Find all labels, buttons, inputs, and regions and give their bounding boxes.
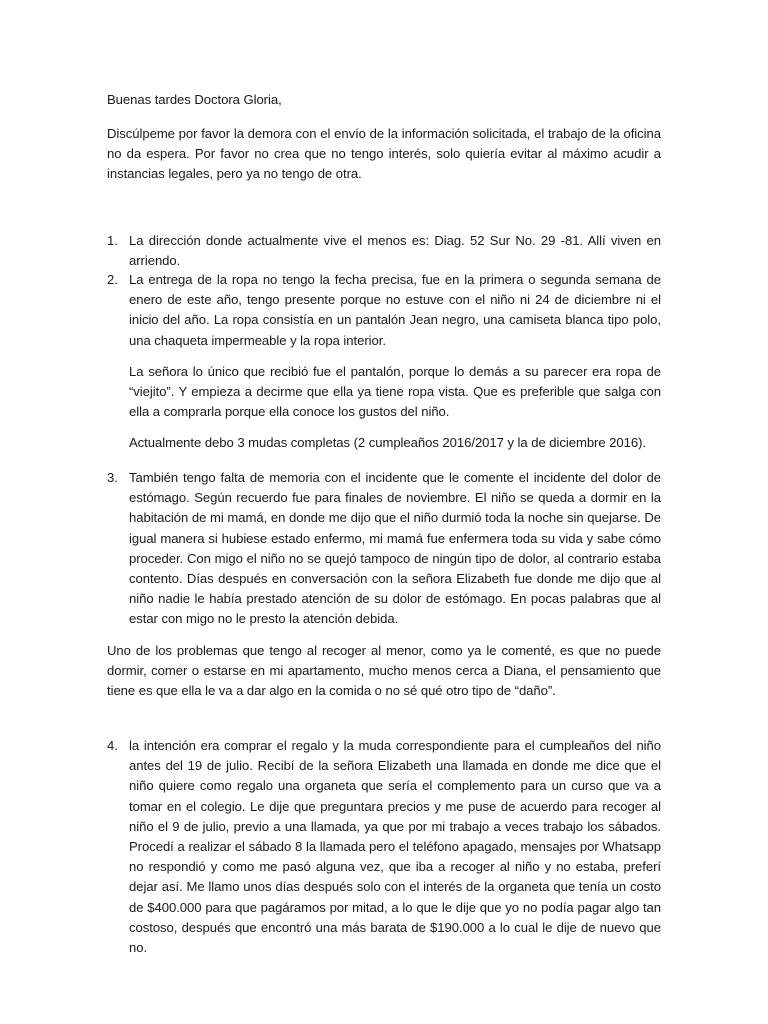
list-item-body (129, 468, 661, 630)
list-item-body (129, 231, 661, 271)
list-paragraph: la intención era comprar el regalo y la muda correspondiente para el cumpleaños del niño antes del 19 de julio. Recibí de la señora Elizabeth una llamada en donde me dice que el niño quiere como regalo una organeta que sería el complemento para un curso que va a tomar en el colegio. Le dije que preguntara precios y me puse de acuerdo para recoger al niño el 9 de julio, previo a una llamada, ya que por mi trabajo a veces trabajo los sábados. Procedí a realizar el sábado 8 la llamada pero el teléfono apagado, mensajes por Whatsapp no respondió y como me pasó alguna vez, que iba a recoger al niño y no estaba, preferí dejar así. Me llamo unos días después solo con el interés de la organeta que tenía un costo de $400.000 para que pagáramos por mitad, a lo que le dije que yo no podía pagar algo tan costoso, después que encontró una más barata de $190.000 a lo cual le dije de nuevo que no. (129, 738, 661, 956)
list-paragraph: La señora lo único que recibió fue el pantalón, porque lo demás a su parecer era ropa de “viejito”. Y empieza a decirme que ella ya tiene ropa vista. Que es preferible que salga con ella a comprarla porque ella conoce los gustos del niño. (129, 363, 661, 420)
list-paragraph: Actualmente debo 3 mudas completas (2 cumpleaños 2016/2017 y la de diciembre 2016). (129, 435, 647, 451)
list-paragraph: La entrega de la ropa no tengo la fecha precisa, fue en la primera o segunda semana de enero de este año, tengo presente porque no estuve con el niño ni 24 de diciembre ni el inicio del año. La ropa consistía en un pantalón Jean negro, una camiseta blanca tipo polo, una chaqueta impermeable y la ropa interior. (129, 272, 661, 348)
list-number: 2. (107, 272, 118, 287)
list-number: 4. (107, 738, 118, 753)
list-paragraph: También tengo falta de memoria con el incidente que le comente el incidente del dolor de estómago. Según recuerdo fue para finales de noviembre. El niño se queda a dormir en la habitación de mi mamá, en donde me dijo que el niño durmió toda la noche sin quejarse. De igual manera si hubiese estado enfermo, mi mamá fue enfermera toda su vida y sabe cómo proceder. Con migo el niño no se quejó tampoco de ningún tipo de dolor, al contrario estaba contento. Días después en conversación con la señora Elizabeth fue donde me dijo que al niño nadie le había prestado atención de su dolor de estómago. En pocas palabras que al estar con migo no le presto la atención debida. (129, 470, 661, 627)
list-item-4 (107, 736, 661, 958)
list-item-1 (107, 231, 661, 271)
list-number: 1. (107, 233, 118, 248)
list-item-3 (107, 468, 661, 630)
middle-paragraph: Uno de los problemas que tengo al recoger al menor, como ya le comenté, es que no puede dormir, comer o estarse en mi apartamento, mucho menos cerca a Diana, el pensamiento que tiene es que ella le va a dar algo en la comida o no sé qué otro tipo de “daño”. (107, 643, 661, 699)
list-paragraph: La dirección donde actualmente vive el menos es: Diag. 52 Sur No. 29 -81. Allí viven en arriendo. (129, 233, 661, 269)
greeting: Buenas tardes Doctora Gloria, (107, 92, 282, 107)
list-item-body (129, 270, 661, 454)
intro-paragraph: Discúlpeme por favor la demora con el envío de la información solicitada, el trabajo de la oficina no da espera. Por favor no crea que no tengo interés, solo quiería evitar al máximo acudir a instancias legales, pero ya no tengo de otra. (107, 126, 661, 182)
list-item-body (129, 736, 661, 958)
list-number: 3. (107, 470, 118, 485)
list-item-2 (107, 270, 661, 454)
